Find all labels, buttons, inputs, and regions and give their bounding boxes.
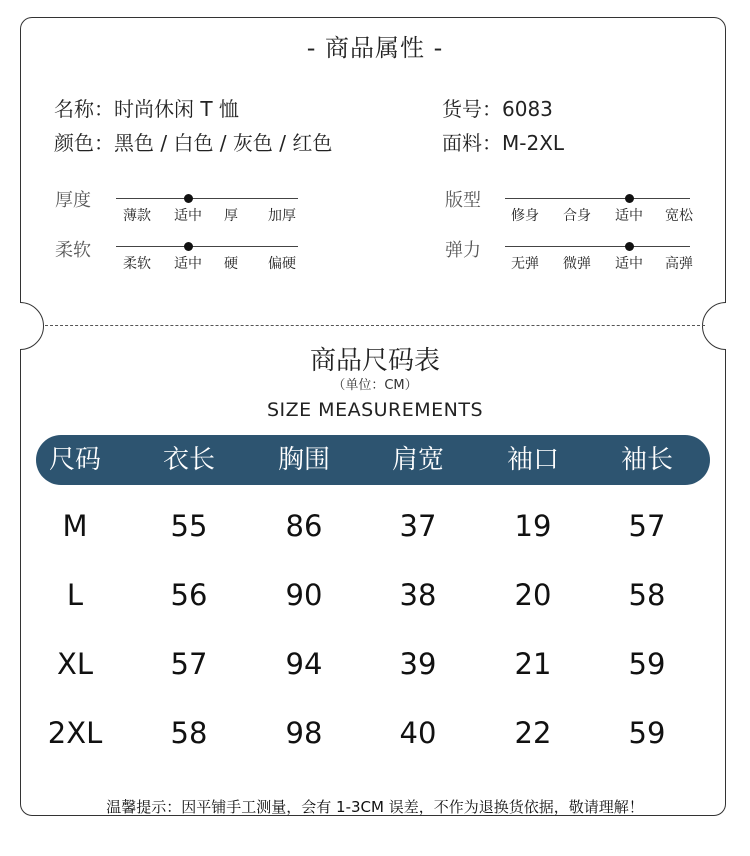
scale-line [116, 198, 298, 199]
header-cell: 袖长 [620, 445, 674, 475]
scale-tick-label: 微弹 [563, 256, 591, 272]
scale-label: 弹力 [445, 240, 481, 261]
measurement-cell: 86 [285, 509, 323, 543]
scale-tick-label: 无弹 [511, 256, 539, 272]
scale-tick-label: 高弹 [665, 256, 693, 272]
measurement-cell: 22 [514, 716, 552, 750]
measurement-cell: 20 [514, 578, 552, 612]
size-table-header [36, 435, 710, 485]
item-number: 货号：6083 [442, 97, 553, 121]
scale-tick-label: 适中 [615, 256, 643, 272]
scale-line [505, 198, 690, 199]
measurement-cell: 90 [285, 578, 323, 612]
product-colors: 颜色：黑色 / 白色 / 灰色 / 红色 [54, 131, 333, 155]
measurement-cell: 58 [628, 578, 666, 612]
footer-note: 温馨提示：因平铺手工测量，会有 1-3CM 误差，不作为退换货依据，敬请理解！ [106, 798, 644, 816]
measurement-cell: 59 [628, 716, 666, 750]
scale-tick-label: 适中 [615, 208, 643, 224]
scale-line [505, 246, 690, 247]
measurement-cell: 21 [514, 647, 552, 681]
scale-line [116, 246, 298, 247]
size-table-subtitle: SIZE MEASUREMENTS [266, 399, 484, 421]
scale-tick-label: 硬 [224, 256, 238, 272]
scale-marker [184, 242, 193, 251]
measurement-cell: 55 [170, 509, 208, 543]
header-cell: 衣长 [162, 445, 216, 475]
header-cell: 尺码 [48, 445, 102, 475]
measurement-cell: 57 [628, 509, 666, 543]
scale-tick-label: 适中 [174, 208, 202, 224]
measurement-cell: 37 [399, 509, 437, 543]
measurement-cell: 38 [399, 578, 437, 612]
size-label-cell: 2XL [47, 716, 103, 750]
scale-marker [625, 194, 634, 203]
scale-tick-label: 柔软 [123, 256, 151, 272]
size-table-title: 商品尺码表 [309, 346, 440, 376]
scale-marker [184, 194, 193, 203]
scale-label: 厚度 [55, 190, 91, 211]
measurement-cell: 59 [628, 647, 666, 681]
measurement-cell: 19 [514, 509, 552, 543]
measurement-cell: 40 [399, 716, 437, 750]
scale-tick-label: 偏硬 [268, 256, 296, 272]
size-label-cell: M [62, 509, 88, 543]
measurement-cell: 58 [170, 716, 208, 750]
product-fabric: 面料：M-2XL [442, 131, 565, 155]
scale-tick-label: 适中 [174, 256, 202, 272]
scale-tick-label: 修身 [511, 208, 539, 224]
attributes-title: - 商品属性 - [306, 34, 444, 62]
measurement-cell: 39 [399, 647, 437, 681]
product-name: 名称：时尚休闲 T 恤 [54, 97, 239, 121]
scale-tick-label: 合身 [563, 208, 591, 224]
scale-tick-label: 厚 [224, 208, 238, 224]
size-label-cell: XL [56, 647, 94, 681]
size-table-unit: （单位：CM） [332, 378, 418, 393]
size-label-cell: L [66, 578, 84, 612]
scale-tick-label: 薄款 [123, 208, 151, 224]
scale-label: 柔软 [55, 240, 91, 261]
dashed-divider [45, 325, 705, 326]
header-cell: 袖口 [506, 445, 560, 475]
scale-label: 版型 [445, 190, 481, 211]
scale-tick-label: 加厚 [268, 208, 296, 224]
scale-tick-label: 宽松 [665, 208, 693, 224]
measurement-cell: 98 [285, 716, 323, 750]
header-cell: 肩宽 [391, 445, 445, 475]
measurement-cell: 57 [170, 647, 208, 681]
header-cell: 胸围 [277, 445, 331, 475]
measurement-cell: 56 [170, 578, 208, 612]
scale-marker [625, 242, 634, 251]
measurement-cell: 94 [285, 647, 323, 681]
